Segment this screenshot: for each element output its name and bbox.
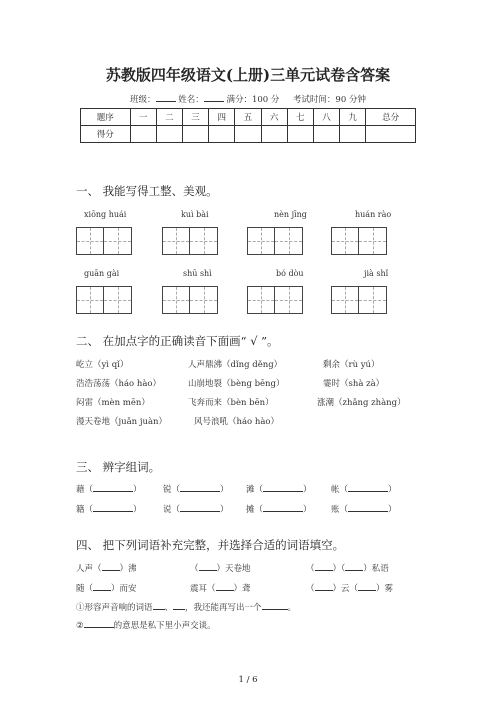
- grid-cell[interactable]: [331, 286, 359, 314]
- word-group-item: [163, 482, 229, 495]
- word-group-close: ）: [220, 505, 229, 515]
- question-text: ②: [76, 621, 84, 631]
- grid-cell[interactable]: [162, 227, 190, 255]
- score-header-cell: 二: [156, 109, 182, 126]
- section-4-title: 四、 把下列词语补充完整，并选择合适的词语填空。: [76, 538, 345, 552]
- word-group-close: ）: [303, 505, 312, 515]
- idiom-text: （: [190, 564, 199, 574]
- score-input-cell[interactable]: [235, 126, 261, 143]
- writing-grid[interactable]: [76, 227, 132, 255]
- score-row-label: 得分: [81, 126, 131, 143]
- idiom-item: [190, 561, 251, 574]
- grid-cell[interactable]: [359, 286, 387, 314]
- writing-grid[interactable]: [162, 286, 218, 314]
- score-input-cell[interactable]: [340, 126, 366, 143]
- grid-cell[interactable]: [247, 286, 275, 314]
- score-input-cell[interactable]: [156, 126, 182, 143]
- writing-grid[interactable]: [331, 227, 387, 255]
- grid-cell[interactable]: [76, 227, 104, 255]
- section-3-title: 三、 辨字组词。: [76, 460, 161, 474]
- idiom-item: [306, 581, 393, 594]
- score-table: [80, 108, 416, 143]
- score-input-cell[interactable]: [209, 126, 235, 143]
- section-2-title: 二、 在加点字的正确读音下面画“ √ ”。: [76, 334, 279, 348]
- idiom-blank[interactable]: [102, 561, 120, 571]
- word-group-char: 滩（: [246, 485, 264, 495]
- score-header-cell: 五: [235, 109, 261, 126]
- word-group-blank[interactable]: [93, 502, 133, 512]
- writing-grid[interactable]: [76, 286, 132, 314]
- class-blank: [156, 92, 176, 102]
- score-header-cell: 七: [287, 109, 313, 126]
- pronunciation-item[interactable]: 屹立（yì qǐ）: [76, 360, 129, 370]
- name-blank: [204, 92, 224, 102]
- grid-cell[interactable]: [247, 227, 275, 255]
- word-group-blank[interactable]: [348, 482, 388, 492]
- word-group-close: ）: [220, 485, 229, 495]
- score-header-row: [81, 109, 416, 126]
- question-2: [76, 618, 216, 631]
- word-group-char: 藉（: [76, 485, 94, 495]
- pronunciation-item[interactable]: 山崩地裂（bèng bēng）: [188, 379, 285, 389]
- word-group-blank[interactable]: [93, 482, 133, 492]
- pronunciation-item[interactable]: 风号浪吼（háo hào）: [194, 417, 280, 427]
- score-header-cell: 八: [313, 109, 339, 126]
- answer-blank[interactable]: [262, 600, 288, 610]
- word-group-char: 摊（: [246, 505, 264, 515]
- idiom-item: [306, 561, 389, 574]
- word-group-char: 锐（: [163, 485, 181, 495]
- idiom-text: 震耳（: [190, 584, 216, 594]
- pronunciation-item[interactable]: 涨潮（zhǎng zhàng）: [317, 398, 406, 408]
- pinyin-label: kuì bài: [181, 210, 209, 219]
- score-input-cell[interactable]: [313, 126, 339, 143]
- word-group-close: ）: [388, 485, 397, 495]
- grid-cell[interactable]: [104, 227, 132, 255]
- idiom-text: （: [306, 584, 315, 594]
- idiom-blank[interactable]: [199, 561, 217, 571]
- word-group-item: [331, 502, 397, 515]
- word-group-blank[interactable]: [180, 482, 220, 492]
- word-group-item: [163, 502, 229, 515]
- grid-cell[interactable]: [359, 227, 387, 255]
- score-input-cell[interactable]: [182, 126, 208, 143]
- word-group-blank[interactable]: [180, 502, 220, 512]
- question-text: ①形容声音响的词语: [76, 603, 153, 613]
- name-label: 姓名：: [178, 95, 204, 105]
- idiom-text: ）天卷地: [216, 564, 251, 574]
- grid-cell[interactable]: [162, 286, 190, 314]
- score-input-cell[interactable]: [261, 126, 287, 143]
- idiom-text: ）私语: [363, 564, 389, 574]
- exam-info: [0, 92, 496, 105]
- idiom-text: ）雾: [376, 584, 394, 594]
- idiom-text: 人声（: [76, 564, 102, 574]
- question-1: [76, 600, 296, 613]
- idiom-blank[interactable]: [315, 581, 333, 591]
- question-text: 。: [287, 603, 297, 613]
- idiom-blank[interactable]: [93, 581, 111, 591]
- idiom-blank[interactable]: [358, 581, 376, 591]
- word-group-char: 帐（: [331, 485, 349, 495]
- score-header-cell: 九: [340, 109, 366, 126]
- idiom-text: ）沸: [119, 564, 137, 574]
- score-label: 满分：100 分: [226, 95, 280, 105]
- idiom-blank[interactable]: [315, 561, 333, 571]
- idiom-item: [76, 561, 137, 574]
- page-number: 1 / 6: [238, 675, 258, 685]
- pronunciation-item[interactable]: 闷雷（mèn mēn）: [76, 398, 150, 408]
- answer-blank[interactable]: [173, 600, 185, 610]
- word-group-item: [76, 502, 142, 515]
- writing-grid[interactable]: [247, 227, 303, 255]
- score-header-cell: 三: [182, 109, 208, 126]
- pronunciation-item[interactable]: 霎时（shà zà）: [323, 379, 385, 389]
- score-header-cell: 六: [261, 109, 287, 126]
- grid-cell[interactable]: [331, 227, 359, 255]
- pronunciation-item[interactable]: 浩浩荡荡（háo hào）: [76, 379, 162, 389]
- word-group-char: 说（: [163, 505, 181, 515]
- pronunciation-item[interactable]: 飞奔而来（bèn bēn）: [188, 398, 274, 408]
- pronunciation-item[interactable]: 剩余（rù yú）: [323, 360, 380, 370]
- idiom-blank[interactable]: [216, 581, 234, 591]
- writing-grid[interactable]: [331, 286, 387, 314]
- class-label: 班级：: [130, 95, 156, 105]
- word-group-blank[interactable]: [263, 502, 303, 512]
- word-group-item: [76, 482, 142, 495]
- word-group-item: [246, 502, 312, 515]
- idiom-text: ）云（: [332, 584, 359, 594]
- question-text: ，我还能再写出一个: [185, 603, 262, 613]
- question-text: 的意思是私下里小声交谈。: [113, 621, 216, 631]
- question-text: 、: [164, 603, 174, 613]
- score-input-cell[interactable]: [130, 126, 156, 143]
- answer-blank[interactable]: [153, 600, 165, 610]
- idiom-text: ）而安: [111, 584, 137, 594]
- idiom-blank[interactable]: [345, 561, 363, 571]
- score-input-cell[interactable]: [287, 126, 313, 143]
- pinyin-label: jià shǐ: [364, 269, 389, 278]
- idiom-text: （: [306, 564, 315, 574]
- word-group-close: ）: [388, 505, 397, 515]
- grid-cell[interactable]: [275, 286, 303, 314]
- answer-blank[interactable]: [84, 618, 114, 628]
- score-header-cell: 四: [209, 109, 235, 126]
- pronunciation-item[interactable]: 漫天卷地（juǎn juàn）: [76, 417, 168, 427]
- grid-cell[interactable]: [190, 286, 218, 314]
- pinyin-label: nèn jīng: [274, 210, 307, 219]
- word-group-item: [331, 482, 397, 495]
- idiom-item: [190, 581, 251, 594]
- word-group-close: ）: [133, 505, 142, 515]
- word-group-char: 账（: [331, 505, 349, 515]
- pinyin-label: bó dòu: [276, 269, 304, 278]
- grid-cell[interactable]: [104, 286, 132, 314]
- word-group-close: ）: [133, 485, 142, 495]
- pinyin-label: shū shì: [183, 269, 212, 278]
- score-header-cell: 题序: [81, 109, 131, 126]
- time-label: 考试时间：90 分钟: [292, 95, 366, 105]
- section-1-title: 一、 我能写得工整、美观。: [76, 184, 218, 198]
- pronunciation-item[interactable]: 人声鼎沸（dǐng děng）: [188, 360, 283, 370]
- pinyin-label: huán rào: [355, 210, 392, 219]
- idiom-item: [76, 581, 137, 594]
- word-group-blank[interactable]: [263, 482, 303, 492]
- pinyin-label: xiōng huái: [84, 210, 127, 219]
- grid-cell[interactable]: [76, 286, 104, 314]
- score-value-row: [81, 126, 416, 143]
- idiom-text: 随（: [76, 584, 94, 594]
- page-title: 苏教版四年级语文(上册)三单元试卷含答案: [105, 66, 391, 84]
- word-group-item: [246, 482, 312, 495]
- grid-cell[interactable]: [275, 227, 303, 255]
- word-group-char: 籍（: [76, 505, 94, 515]
- score-header-cell: 一: [130, 109, 156, 126]
- pinyin-label: guān gài: [84, 269, 120, 278]
- idiom-text: ）聋: [233, 584, 251, 594]
- idiom-text: ）（: [332, 564, 346, 574]
- writing-grid[interactable]: [162, 227, 218, 255]
- score-input-cell[interactable]: [366, 126, 416, 143]
- writing-grid[interactable]: [247, 286, 303, 314]
- grid-cell[interactable]: [190, 227, 218, 255]
- score-header-cell: 总分: [366, 109, 416, 126]
- word-group-close: ）: [303, 485, 312, 495]
- word-group-blank[interactable]: [348, 502, 388, 512]
